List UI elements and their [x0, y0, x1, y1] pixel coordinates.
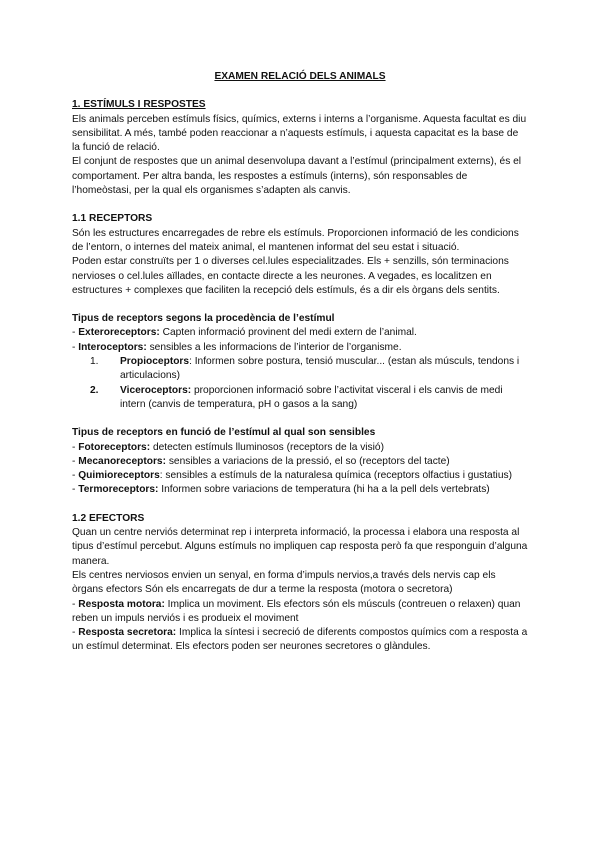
list-item: - Exteroreceptors: Capten informació provinent del medi extern de l’animal.: [72, 327, 417, 339]
section-heading-receptors: 1.1 RECEPTORS: [72, 213, 153, 225]
paragraph: Són les estructures encarregades de rebre els estímuls. Proporcionen informació de les condicions de l’entorn, o internes del mateix animal, el mantenen informat del seu estat i situació.: [72, 227, 519, 253]
list-item: - Fotoreceptors: detecten estímuls lluminosos (receptors de la visió): [72, 441, 384, 453]
numbered-item: 2. Viceroceptors: proporcionen informació sobre l’activitat visceral i els canvis de medi intern (canvis de temperatura, pH o gasos a la sang): [90, 384, 503, 410]
paragraph: Quan un centre nerviós determinat rep i interpreta informació, la processa i elabora una resposta al tipus d’estímul percebut. Alguns estímuls no impliquen cap resposta però fa que responguin d’alguna manera.: [72, 527, 528, 567]
list-item: - Resposta motora: Implica un moviment. Els efectors són els músculs (contreuen o relaxen) quan reben un impuls nerviós i es produeix el moviment: [72, 598, 521, 624]
section-heading-efectors: 1.2 EFECTORS: [72, 512, 145, 524]
list-item: - Resposta secretora: Implica la síntesi i secreció de diferents compostos químics com a resposta a un estímul determinat. Els efectors poden ser neurones secretores o glàndules.: [72, 627, 528, 653]
document-title: EXAMEN RELACIÓ DELS ANIMALS: [214, 71, 386, 82]
list-item: - Mecanoreceptors: sensibles a variacions de la pressió, el so (receptors del tacte): [72, 455, 450, 467]
list-item: - Termoreceptors: Informen sobre variacions de temperatura (hi ha a la pell dels vertebrats): [72, 484, 490, 496]
list-item: - Interoceptors: sensibles a les informacions de l’interior de l’organisme.: [72, 341, 402, 353]
document-page: [72, 70, 528, 655]
paragraph: El conjunt de respostes que un animal desenvolupa davant a l’estímul (principalment externs), és el comportament. Per altra banda, les respostes a estímuls (interns), són responsables de l’homeòstasi, per la qual els organismes s’adapten als canvis.: [72, 156, 522, 197]
paragraph: Els centres nerviosos envien un senyal, en forma d’impuls nervios,a través dels nervis cap els òrgans efectors Són els encarregats de dur a terme la resposta (motora o secretora): [72, 569, 496, 596]
paragraph: Els animals perceben estímuls físics, químics, externs i interns a l’organisme. Aquesta facultat es diu sensibilitat. A més, també poden reaccionar a n’aquests estímuls, i aquesta capacitat es la base de la funció de relació.: [72, 113, 527, 154]
paragraph: Poden estar construïts per 1 o diverses cel.lules especialitzades. Els + senzills, són terminacions nervioses o cel.lules aïllades, en contacte directe a les neurones. A vegades, es localitzen en estructures + complexes que faciliten la recepció dels estímuls, és a dir els òrgans dels sentits.: [72, 256, 509, 296]
numbered-item: 1. Propioceptors: Informen sobre postura, tensió muscular... (estan als músculs, tendons i articulacions): [90, 356, 520, 382]
section-heading-estimuls: 1. ESTÍMULS I RESPOSTES: [72, 99, 206, 111]
subheading-estimul: Tipus de receptors en funció de l’estímul al qual son sensibles: [72, 427, 376, 439]
list-item: - Quimioreceptors: sensibles a estímuls de la naturalesa química (receptors olfactius i gustatius): [72, 470, 512, 482]
subheading-procedencia: Tipus de receptors segons la procedència de l’estímul: [72, 313, 335, 325]
